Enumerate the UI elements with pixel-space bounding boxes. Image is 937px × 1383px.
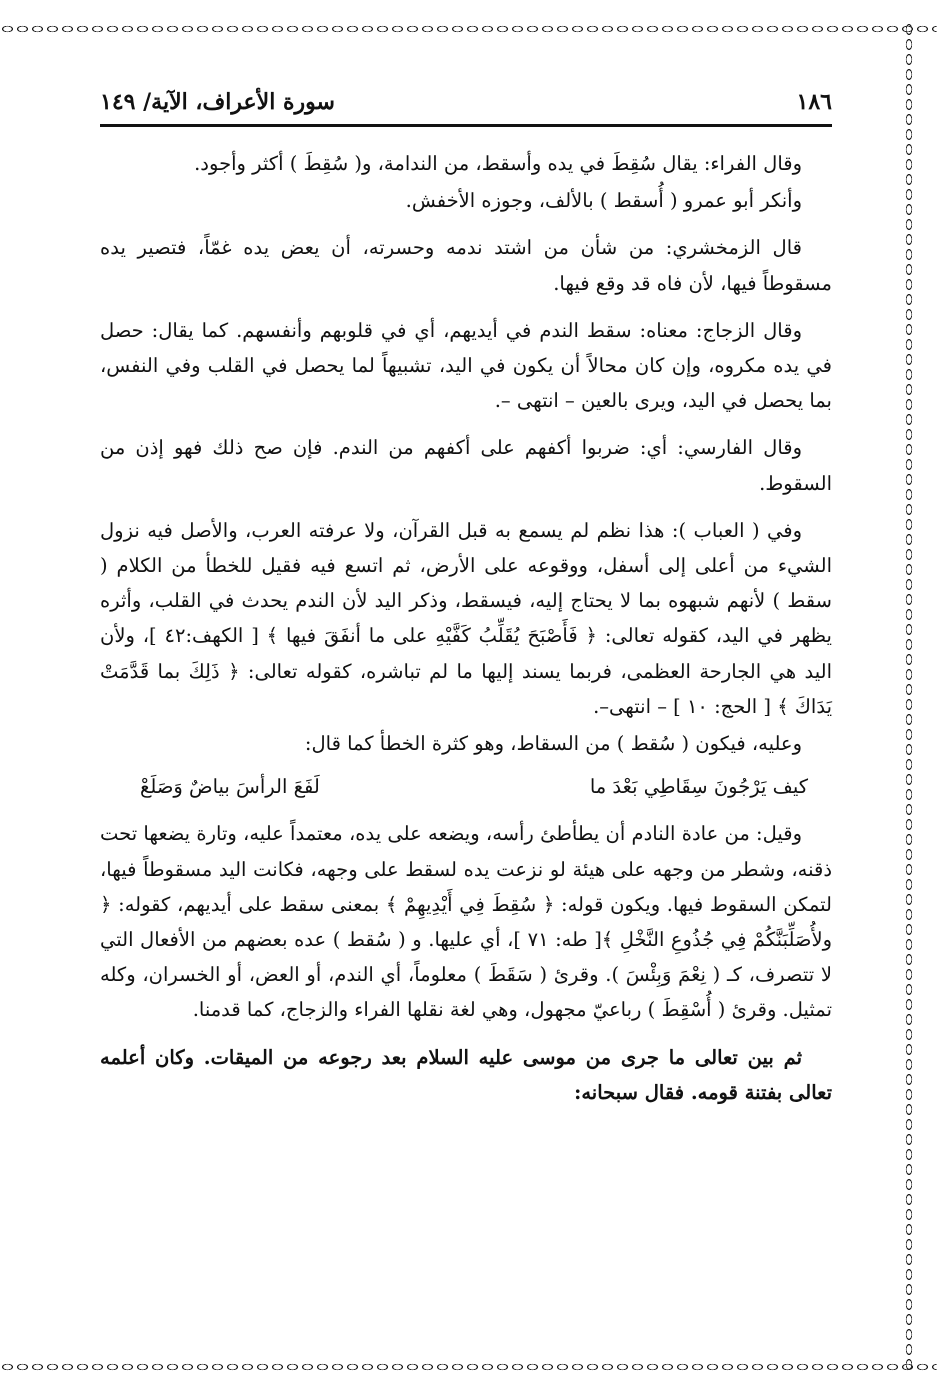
decorative-border-top — [0, 22, 937, 36]
decorative-border-right — [902, 22, 916, 1374]
paragraph-ubab: وفي ( العباب ): هذا نظم لم يسمع به قبل القرآن، ولا عرفته العرب، والأصل فيه نزول الشيء من أعلى إلى أسفل، ووقوعه على الأرض، ثم اتسع فيه فقيل للخطأ من الكلام ( سقط ) لأنهم شبهوه بما لا يحتاج إليه، فيسقط، وذكر اليد لأن الندم يحدث في القلب، وأثره يظهر في اليد، كقوله تعالى: ﴿ فَأَصْبَحَ يُقَلِّبُ كَفَّيْهِ على ما أنفَقَ فيها ﴾ [ الكهف:٤٢ ]، ولأن اليد هي الجارحة العظمى، فربما يسند إليها ما لم تباشره، كقوله تعالى: ﴿ ذَلِكَ بما قَدَّمَتْ يَدَاكَ ﴾ [ الحج: ١٠ ] – انتهى–. — [100, 518, 832, 718]
paragraph-farisi: وقال الفارسي: أي: ضربوا أكفهم على أكفهم من الندم. فإن صح ذلك فهو إذن من السقوط. — [100, 436, 832, 495]
verse-hemistich-first: كيف يَرْجُونَ سِقَاطِي بَعْدَ ما — [589, 775, 808, 799]
paragraph-abu-amr: وأنكر أبو عمرو ( أُسقط ) بالألف، وجوزه الأخفش. — [405, 189, 802, 213]
decorative-border-bottom — [0, 1360, 937, 1374]
page-body — [100, 146, 832, 1122]
paragraph-alayh: وعليه، فيكون ( سُقط ) من السقاط، وهو كثرة الخطأ كما قال: — [304, 732, 802, 756]
paragraph-farra: وقال الفراء: يقال سُقِطَ في يده وأسقط، من الندامة، و( سُقِطَ ) أكثر وأجود. — [194, 152, 802, 175]
paragraph-conclusion: ثم بين تعالى ما جرى من موسى عليه السلام بعد رجوعه من الميقات. وكان أعلمه تعالى بفتنة قومه. فقال سبحانه: — [100, 1045, 832, 1104]
page-header — [100, 84, 832, 120]
surah-title: سورة الأعراف، الآية/ ١٤٩ — [100, 89, 335, 115]
header-rule — [100, 124, 832, 127]
paragraph-zajjaj: وقال الزجاج: معناه: سقط الندم في أيديهم، أي في قلوبهم وأنفسهم. كما يقال: حصل في يده مكروه، وإن كان محالاً أن يكون في اليد، تشبيهاً لما يحصل في القلب وفي النفس، بما يحصل في اليد، ويرى بالعين – انتهى –. — [100, 318, 832, 413]
poetry-verse — [100, 769, 832, 804]
page-number: ١٨٦ — [796, 89, 832, 115]
paragraph-qila: وقيل: من عادة النادم أن يطأطئ رأسه، ويضعه على يده، معتمداً عليه، وتارة يضعها تحت ذقنه، وشطر من وجهه على هيئة لو نزعت يده لسقط على وجهه، فكانت اليد مسقوطاً فيها، لتمكن السقوط فيها. ويكون قوله: ﴿ سُقِطَ فِي أَيْدِيهِمْ ﴾ بمعنى سقط على أيديهم، كقوله: ﴿ ولأُصَلِّبَنَّكُمْ فِي جُذُوعِ النَّخْلِ ﴾[ طه: ٧١ ]، أي عليها. و ( سُقط ) عده بعضهم من الأفعال التي لا تتصرف، كـ ( نِعْمَ وَبِئْسَ ). وقرئ ( سَقَطَ ) معلوماً، أي الندم، أو العض، أو الخسران، وكله تمثيل. وقرئ ( أُسْقِطَ ) رباعيّ مجهول، وهي لغة نقلها الفراء والزجاج، كما قدمنا. — [100, 822, 833, 1022]
verse-hemistich-second: لَفَعَ الرأسَ بياضٌ وَصَلَعْ — [140, 775, 320, 799]
paragraph-zamakhshari: قال الزمخشري: من شأن من اشتد ندمه وحسرته، أن يعض يده غمّاً، فتصير يده مسقوطاً فيها، لأن فاه قد وقع فيها. — [100, 236, 832, 295]
